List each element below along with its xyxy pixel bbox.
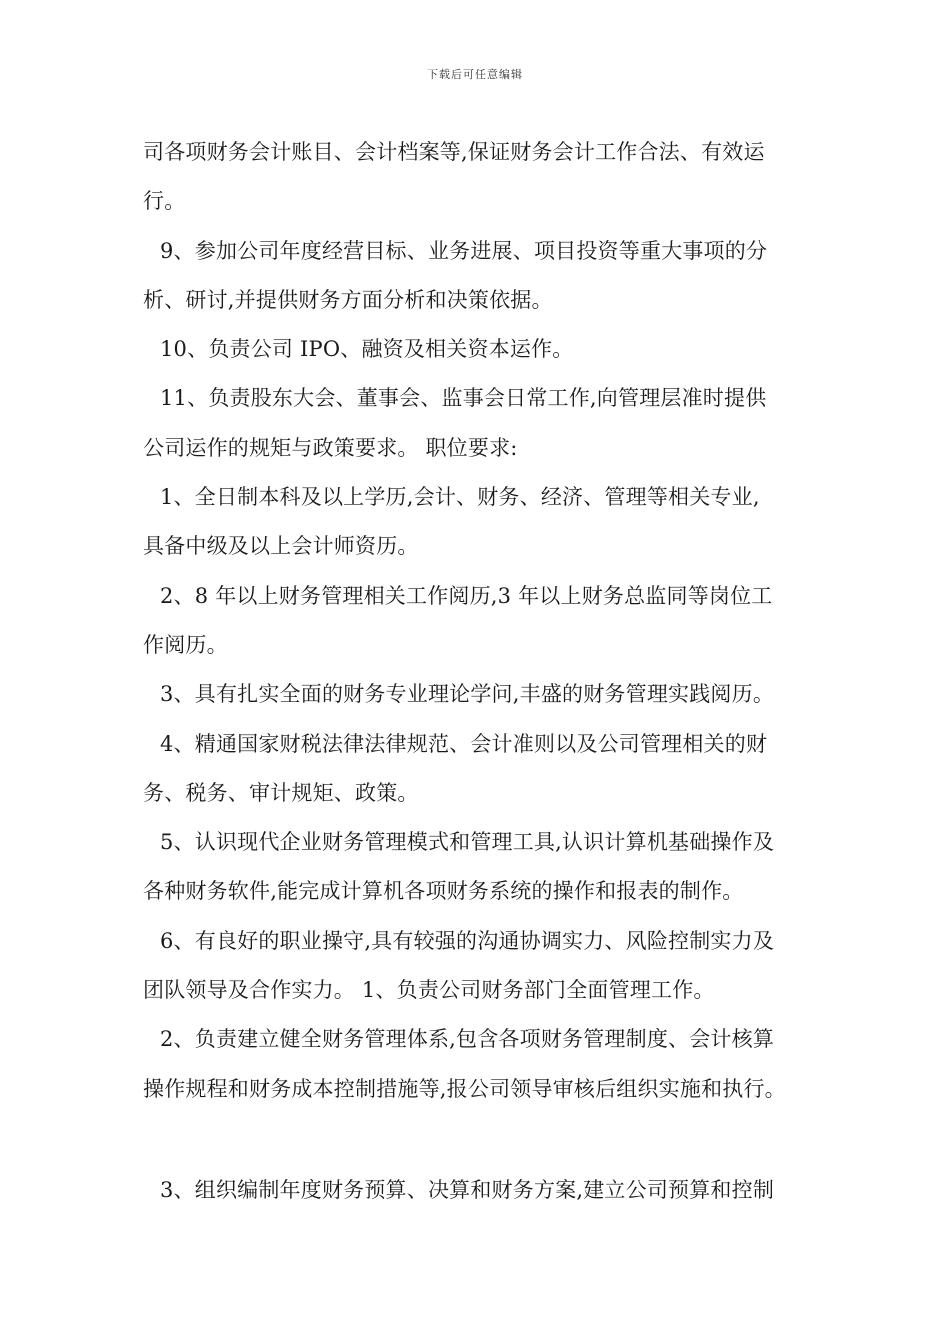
text-line: 11、负责股东大会、董事会、监事会日常工作,向管理层准时提供 (160, 386, 767, 411)
text-line: 团队领导及合作实力。 1、负责公司财务部门全面管理工作。 (143, 978, 715, 1003)
text-line: 行。 (143, 189, 186, 214)
text-line: 公司运作的规矩与政策要求。 职位要求: (143, 435, 518, 460)
text-line: 9、参加公司年度经营目标、业务进展、项目投资等重大事项的分 (160, 238, 768, 263)
text-line: 3、组织编制年度财务预算、决算和财务方案,建立公司预算和控制 (160, 1177, 775, 1202)
text-line: 具备中级及以上会计师资历。 (143, 534, 419, 559)
text-line: 司各项财务会计账目、会计档案等,保证财务会计工作合法、有效运 (143, 140, 765, 164)
page-header: 下载后可任意编辑 (427, 68, 523, 81)
document-body (143, 128, 815, 1215)
text-line: 务、税务、审计规矩、政策。 (143, 780, 419, 805)
text-line: 2、负责建立健全财务管理体系,包含各项财务管理制度、会计核算 (160, 1027, 775, 1052)
text-line: 各种财务软件,能完成计算机各项财务系统的操作和报表的制作。 (143, 879, 744, 904)
text-line: 1、全日制本科及以上学历,会计、财务、经济、管理等相关专业, (160, 485, 760, 510)
text-line: 析、研讨,并提供财务方面分析和决策依据。 (143, 287, 553, 312)
text-line: 5、认识现代企业财务管理模式和管理工具,认识计算机基础操作及 (160, 830, 775, 855)
text-line: 6、有良好的职业操守,具有较强的沟通协调实力、风险控制实力及 (160, 928, 775, 953)
paragraph-gap (143, 1114, 815, 1166)
text-line: 10、负责公司 IPO、融资及相关资本运作。 (160, 337, 574, 362)
text-line: 作阅历。 (143, 632, 228, 657)
text-line: 4、精通国家财税法律法律规范、会计准则以及公司管理相关的财 (160, 731, 768, 756)
text-line: 操作规程和财务成本控制措施等,报公司领导审核后组织实施和执行。 (143, 1076, 786, 1101)
text-line: 3、具有扎实全面的财务专业理论学问,丰盛的财务管理实践阅历。 (160, 682, 775, 707)
text-line: 2、8 年以上财务管理相关工作阅历,3 年以上财务总监同等岗位工 (160, 583, 773, 608)
